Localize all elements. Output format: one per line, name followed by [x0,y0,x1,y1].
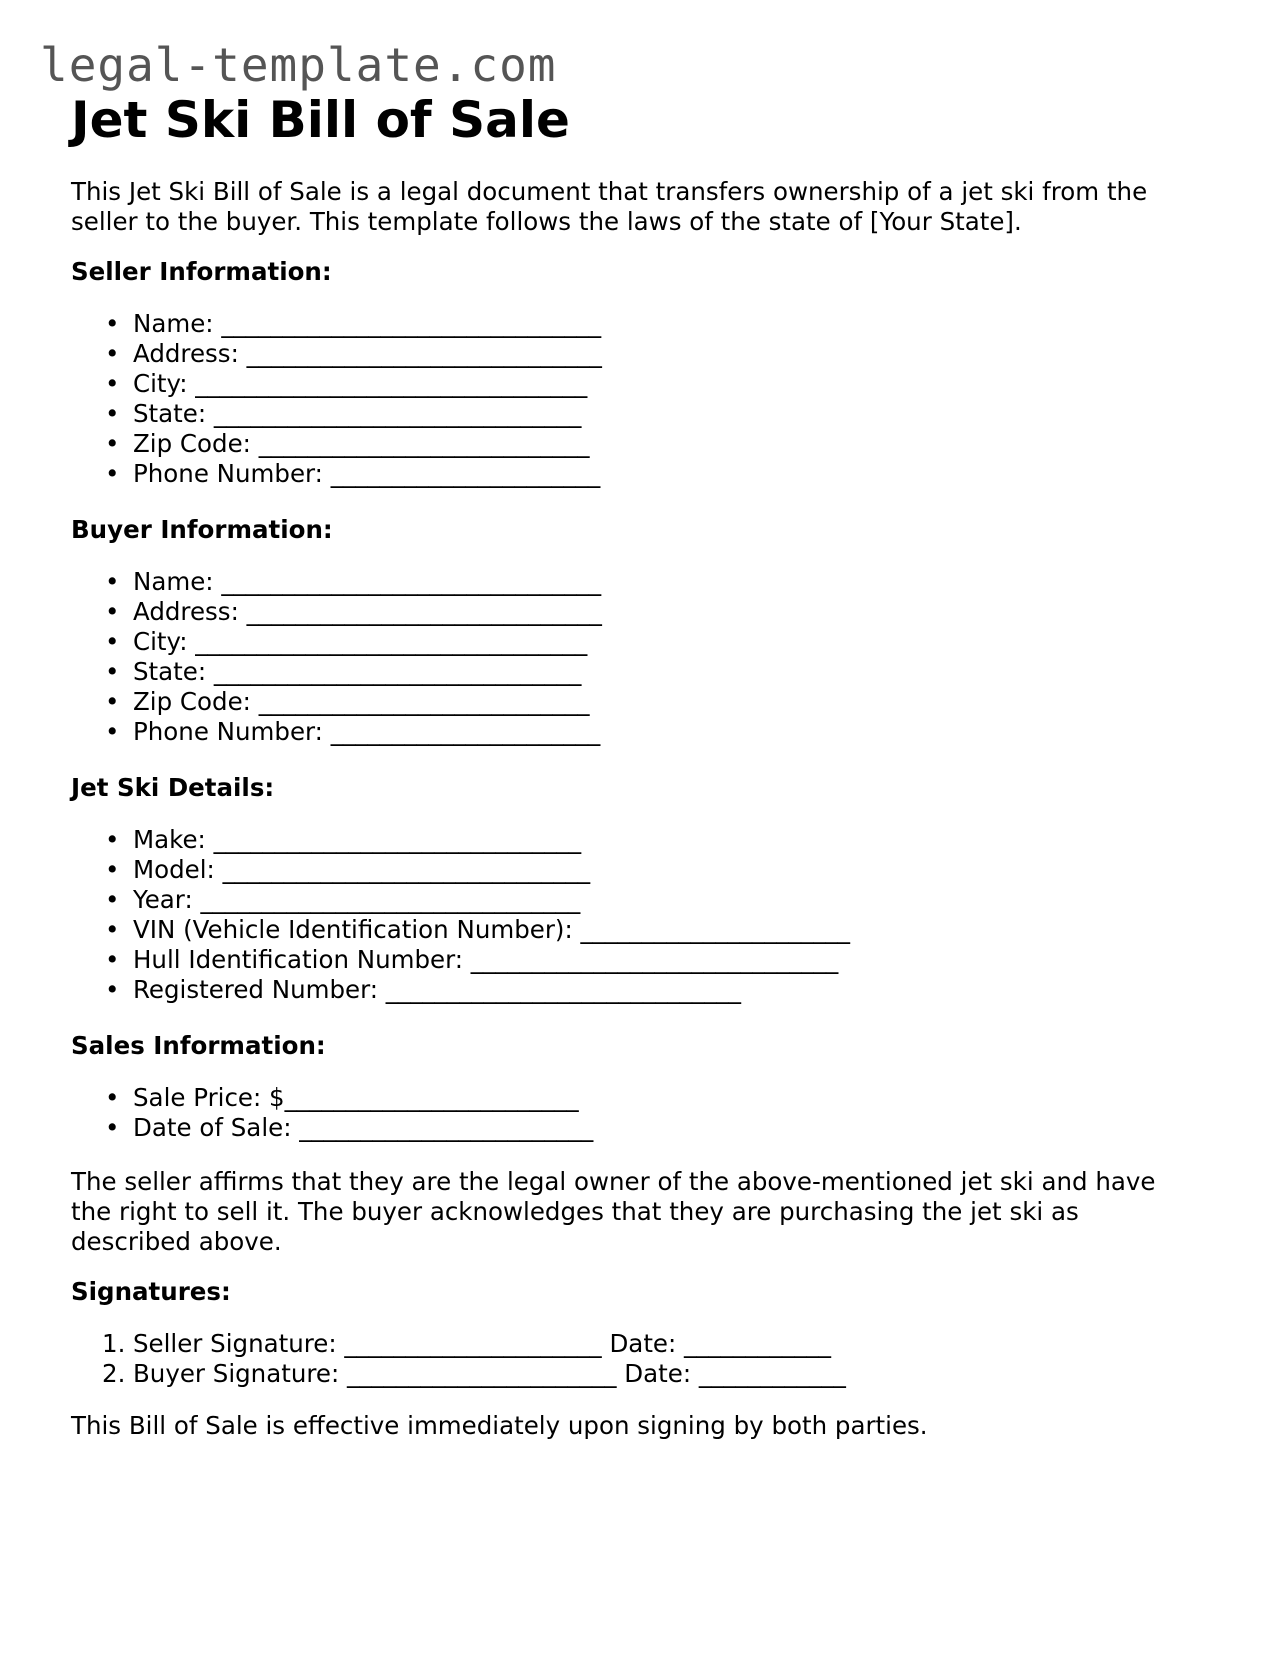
sale-date-field: • Date of Sale: ________________________ [71,1113,593,1143]
closing-paragraph: This Bill of Sale is effective immediately upon signing by both parties. [71,1411,928,1440]
seller-heading: Seller Information: [71,257,332,286]
affirmation-paragraph: The seller affirms that they are the legal owner of the above-mentioned jet ski and have the right to sell it. The buyer acknowledges that they are purchasing the jet ski as described above. [71,1167,1156,1256]
seller-phone-field: • Phone Number: ______________________ [71,459,602,489]
buyer-zip-field: • Zip Code: ___________________________ [71,687,602,717]
seller-state-field: • State: ______________________________ [71,399,602,429]
jetski-registered-field: • Registered Number: _____________________________ [71,975,850,1005]
buyer-phone-field: • Phone Number: ______________________ [71,717,602,747]
intro-paragraph: This Jet Ski Bill of Sale is a legal document that transfers ownership of a jet ski from the seller to the buyer. This template follows the laws of the state of [Your State]. [71,177,1148,236]
buyer-heading: Buyer Information: [71,515,333,544]
jetski-model-field: • Model: ______________________________ [71,855,850,885]
buyer-name-field: • Name: _______________________________ [71,567,602,597]
buyer-state-field: • State: ______________________________ [71,657,602,687]
seller-zip-field: • Zip Code: ___________________________ [71,429,602,459]
jetski-heading: Jet Ski Details: [71,773,275,802]
sale-price-field: • Sale Price: $________________________ [71,1083,593,1113]
list-number: 1. [102,1329,126,1358]
signatures-list [71,1329,846,1389]
seller-city-field: • City: ________________________________ [71,369,602,399]
document-title: Jet Ski Bill of Sale [71,91,570,149]
seller-list [71,309,602,489]
seller-address-field: • Address: _____________________________ [71,339,602,369]
list-number: 2. [102,1359,126,1388]
jetski-hull-field: • Hull Identification Number: ______________________________ [71,945,850,975]
sales-heading: Sales Information: [71,1031,326,1060]
buyer-address-field: • Address: _____________________________ [71,597,602,627]
jetski-list [71,825,850,1005]
buyer-city-field: • City: ________________________________ [71,627,602,657]
jetski-make-field: • Make: ______________________________ [71,825,850,855]
buyer-list [71,567,602,747]
seller-name-field: • Name: _______________________________ [71,309,602,339]
buyer-signature-line [71,1359,846,1389]
jetski-year-field: • Year: _______________________________ [71,885,850,915]
buyer-signature-text: Buyer Signature: ______________________ Date: ____________ [133,1359,846,1388]
signatures-heading: Signatures: [71,1277,231,1306]
sales-list [71,1083,593,1143]
seller-signature-text: Seller Signature: _____________________ Date: ____________ [133,1329,832,1358]
watermark: legal-template.com [40,38,557,92]
jetski-vin-field: • VIN (Vehicle Identification Number): ______________________ [71,915,850,945]
seller-signature-line [71,1329,846,1359]
